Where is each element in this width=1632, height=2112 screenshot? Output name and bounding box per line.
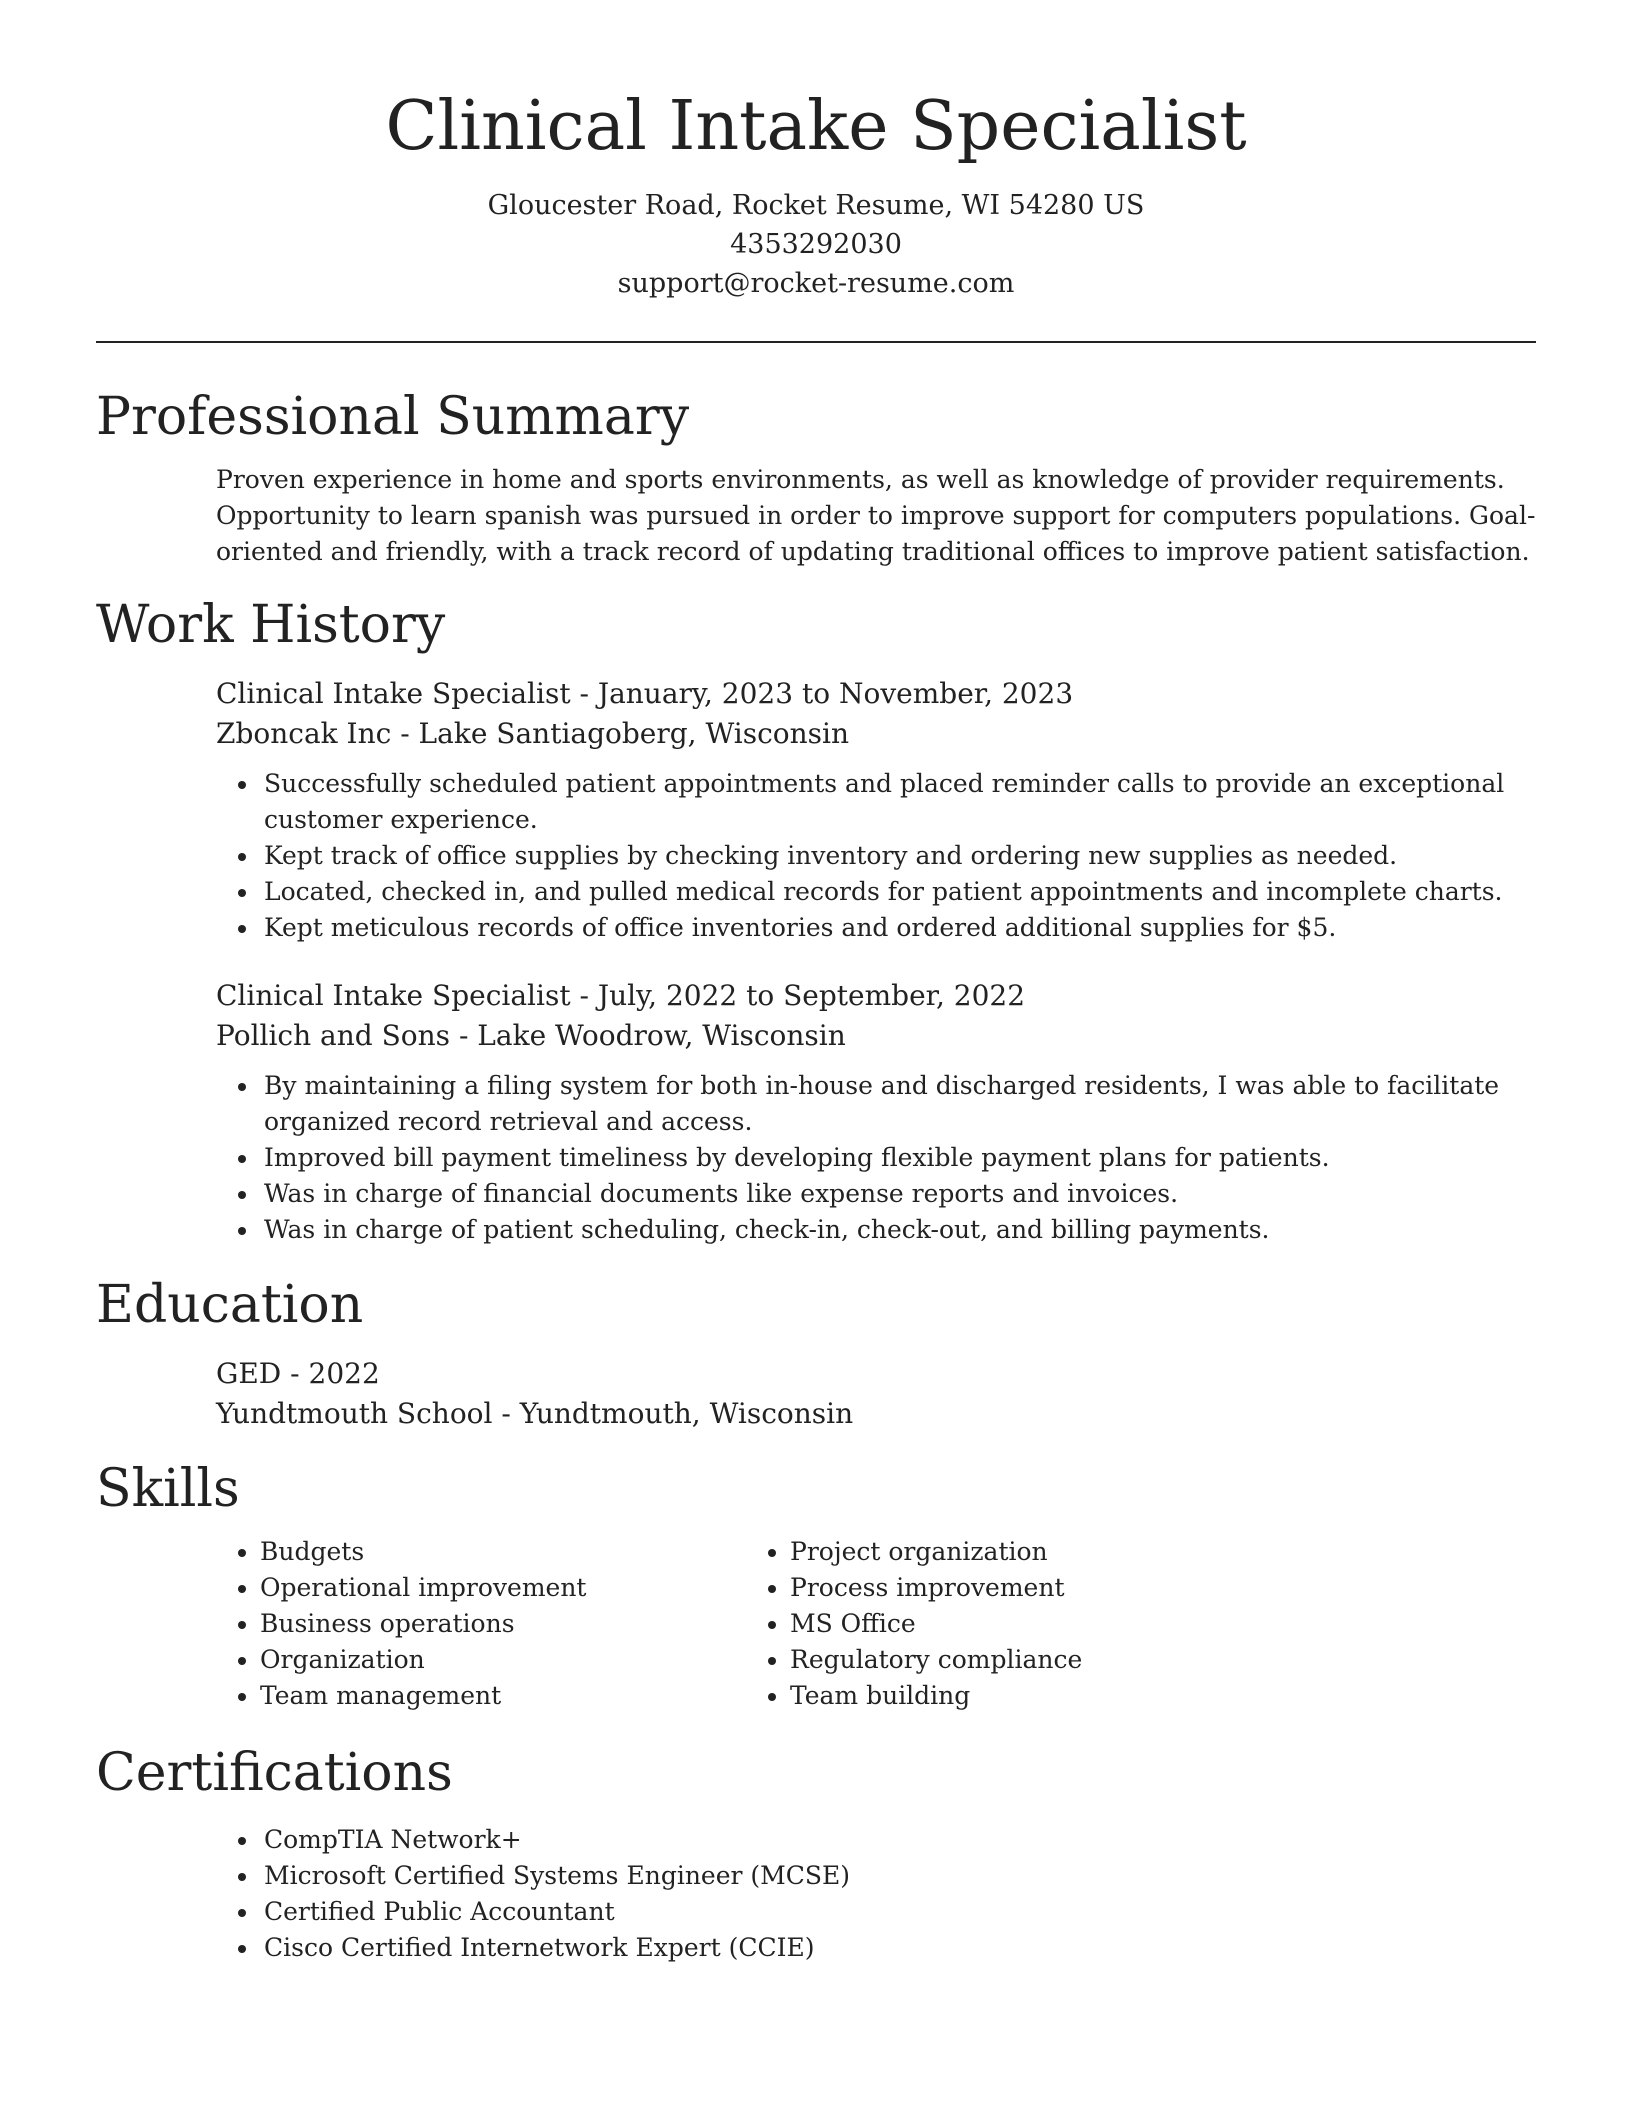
skills-grid: [96, 1534, 1536, 1714]
list-item: • By maintaining a filing system for both in-house and discharged residents, I was able to facilitate organized record retrieval and access.: [260, 1068, 1536, 1140]
job-title-line: [216, 976, 1536, 1016]
skills-column-right: [746, 1534, 1276, 1714]
job-company: Zboncak Inc: [216, 717, 392, 750]
contact-block: [0, 186, 1632, 303]
list-item: • Budgets: [260, 1534, 746, 1570]
education-degree-line: [216, 1354, 1536, 1394]
education-school: Yundtmouth School: [216, 1397, 493, 1430]
summary-text: Proven experience in home and sports environments, as well as knowledge of provider requirements. Opportunity to learn spanish was pursued in order to improve support for computers populations. Goal-oriented and friendly, with a track record of updating traditional offices to improve patient satisfaction.: [216, 465, 1536, 566]
resume-header: [0, 0, 1632, 303]
education-school-line: [216, 1394, 1536, 1434]
section-title-work-history: Work History: [96, 595, 446, 655]
list-item: • Team management: [260, 1678, 746, 1714]
list-item: • Team building: [790, 1678, 1276, 1714]
list-item: • CompTIA Network+: [260, 1822, 1536, 1858]
list-item: • Operational improvement: [260, 1570, 746, 1606]
education-year: - 2022: [281, 1357, 380, 1390]
section-title-education: Education: [96, 1275, 364, 1335]
list-item: • Located, checked in, and pulled medical records for patient appointments and incomplete charts.: [260, 874, 1536, 910]
job-location: - Lake Woodrow, Wisconsin: [450, 1019, 846, 1052]
list-item: • Improved bill payment timeliness by developing flexible payment plans for patients.: [260, 1140, 1536, 1176]
job-title-line: [216, 674, 1536, 714]
candidate-title: Clinical Intake Specialist: [385, 87, 1247, 166]
list-item: • Was in charge of patient scheduling, check-in, check-out, and billing payments.: [260, 1212, 1536, 1248]
job-location: - Lake Santiagoberg, Wisconsin: [391, 717, 850, 750]
list-item: • Microsoft Certified Systems Engineer (MCSE): [260, 1858, 1536, 1894]
job-role: Clinical Intake Specialist: [216, 979, 571, 1012]
education-degree: GED: [216, 1357, 282, 1390]
job-company-line: [216, 1016, 1536, 1056]
job-bullets: [96, 766, 1536, 946]
job-entry: [216, 976, 1536, 1056]
list-item: • Regulatory compliance: [790, 1642, 1276, 1678]
certifications-list: [96, 1822, 1536, 1966]
job-role: Clinical Intake Specialist: [216, 677, 571, 710]
education-location: - Yundtmouth, Wisconsin: [492, 1397, 854, 1430]
list-item: • Successfully scheduled patient appointments and placed reminder calls to provide an exceptional customer experience.: [260, 766, 1536, 838]
list-item: • Business operations: [260, 1606, 746, 1642]
contact-phone: 4353292030: [730, 229, 902, 260]
list-item: • Project organization: [790, 1534, 1276, 1570]
list-item: • Certified Public Accountant: [260, 1894, 1536, 1930]
list-item: • Process improvement: [790, 1570, 1276, 1606]
job-company-line: [216, 714, 1536, 754]
list-item: • Kept meticulous records of office inventories and ordered additional supplies for $5.: [260, 910, 1536, 946]
list-item: • Was in charge of financial documents like expense reports and invoices.: [260, 1176, 1536, 1212]
contact-address: Gloucester Road, Rocket Resume, WI 54280 US: [487, 190, 1145, 221]
list-item: • Kept track of office supplies by checking inventory and ordering new supplies as needed.: [260, 838, 1536, 874]
list-item: • Organization: [260, 1642, 746, 1678]
section-title-certifications: Certifications: [96, 1743, 453, 1803]
section-title-summary: Professional Summary: [96, 387, 690, 447]
resume-body: [96, 380, 1536, 1966]
job-company: Pollich and Sons: [216, 1019, 451, 1052]
education-entry: [216, 1354, 1536, 1434]
job-entry: [216, 674, 1536, 754]
contact-email: support@rocket-resume.com: [617, 268, 1015, 299]
header-divider: [96, 341, 1536, 343]
job-dates: - January, 2023 to November, 2023: [570, 677, 1074, 710]
list-item: • Cisco Certified Internetwork Expert (CCIE): [260, 1930, 1536, 1966]
skills-column-left: [96, 1534, 746, 1714]
section-title-skills: Skills: [96, 1459, 240, 1519]
job-bullets: [96, 1068, 1536, 1248]
list-item: • MS Office: [790, 1606, 1276, 1642]
job-dates: - July, 2022 to September, 2022: [570, 979, 1026, 1012]
